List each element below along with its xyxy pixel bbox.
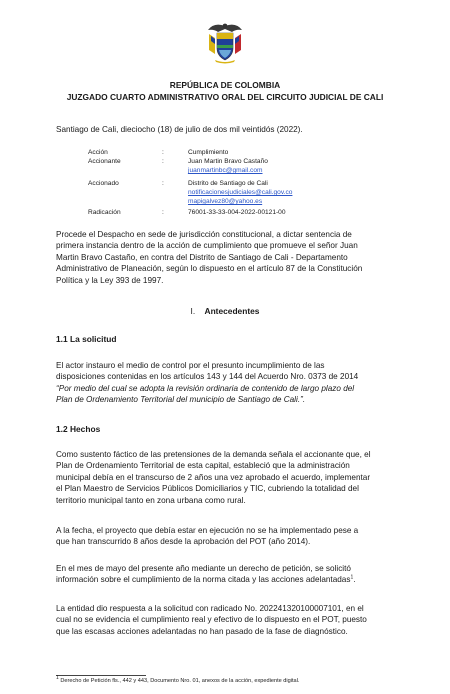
meta-value: Cumplimiento <box>188 149 229 156</box>
text-line: que las escasas acciones adelantadas no han pasado de la fase de diagnóstico. <box>56 626 348 636</box>
meta-label: Accionante <box>88 158 121 165</box>
accionante-email-link[interactable]: juanmartinbc@gmail.com <box>188 167 263 174</box>
meta-row-accionado-email2 <box>88 198 388 207</box>
text-line: El actor instauro el medio de control por el presunto incumplimiento de las <box>56 361 325 370</box>
footnote <box>56 675 396 685</box>
text-line: “Por medio del cual se adopta la revisión ordinaria de contenido de largo plazo del <box>56 383 355 393</box>
subsection-heading-hechos: 1.2 Hechos <box>56 424 101 434</box>
accionado-email-link-2[interactable]: mapigalvez80@yahoo.es <box>188 198 263 205</box>
meta-row-accionado <box>88 180 388 189</box>
hechos-paragraph-3 <box>56 563 396 586</box>
text-line: A la fecha, el proyecto que debía estar en ejecución no se ha implementado pese a <box>56 526 359 535</box>
meta-label: Acción <box>88 149 108 156</box>
intro-paragraph <box>56 229 396 286</box>
meta-value: Distrito de Santiago de Cali <box>188 180 268 187</box>
footnote-text: Derecho de Petición fls., 442 y 443, Documento Nro. 01, anexos de la acción, expediente digital. <box>58 678 300 684</box>
text-line: municipal debía en el transcurso de 2 años una vez aprobado el acuerdo, implementar <box>56 472 371 482</box>
accionado-email-link-1[interactable]: notificacionesjudiciales@cali.gov.co <box>188 189 293 196</box>
meta-row-accion <box>88 149 388 158</box>
meta-value: Juan Martin Bravo Castaño <box>188 158 268 165</box>
footnote-mark: 1 <box>56 675 59 682</box>
meta-value: 76001-33-33-004-2022-00121-00 <box>188 209 286 216</box>
court-heading: JUZGADO CUARTO ADMINISTRATIVO ORAL DEL CIRCUITO JUDICIAL DE CALI <box>66 92 384 102</box>
subsection-heading-solicitud: 1.1 La solicitud <box>56 334 117 344</box>
text-line: primera instancia dentro de la acción de cumplimiento que promueve el señor Juan <box>56 241 358 251</box>
meta-label: Accionado <box>88 180 119 187</box>
text-line: La entidad dio respuesta a la solicitud con radicado No. 202241320100007101, en el <box>56 604 364 613</box>
hechos-paragraph-1 <box>56 449 396 506</box>
meta-sep: : <box>162 149 164 156</box>
text-line: el Plan Maestro de Servicios Públicos Domiciliarios y TIC, cubriendo la totalidad del <box>56 484 359 494</box>
meta-sep: : <box>162 209 164 216</box>
section-number: I. <box>190 306 196 316</box>
text-span: . <box>353 575 356 585</box>
meta-row-accionado-email1 <box>88 189 388 198</box>
text-line: Política y la Ley 393 de 1997. <box>56 275 164 285</box>
text-span: información sobre el cumplimiento de la norma citada y las acciones adelantadas <box>56 575 351 585</box>
text-line <box>56 574 396 585</box>
text-line: Procede el Despacho en sede de jurisdicción constitucional, a dictar sentencia de <box>56 230 352 239</box>
footnote-ref[interactable]: 1 <box>350 574 354 581</box>
meta-sep: : <box>162 180 164 187</box>
text-line: Plan de Ordenamiento Territorial del municipio de Santiago de Cali.”. <box>56 395 306 405</box>
text-line: cual no se evidencia el cumplimiento real y efectivo de lo dispuesto en el POT, puesto <box>56 615 367 625</box>
text-line: disposiciones contenidas en los artículos 143 y 144 del Acuerdo Nro. 0373 de 2014 <box>56 372 359 382</box>
meta-label: Radicación <box>88 209 121 216</box>
hechos-paragraph-4 <box>56 603 396 637</box>
section-title: Antecedentes <box>204 306 260 316</box>
text-line: Como sustento fáctico de las pretensiones de la demanda señala el accionante que, el <box>56 450 371 459</box>
meta-row-accionante <box>88 158 388 167</box>
republic-heading: REPÚBLICA DE COLOMBIA <box>169 80 281 90</box>
section-heading <box>0 306 450 317</box>
hechos-paragraph-2 <box>56 525 396 548</box>
meta-row-radicacion <box>88 209 388 218</box>
colombia-coat-of-arms-icon <box>206 20 244 64</box>
text-line: territorio municipal tanto en zona urbana como rural. <box>56 495 246 505</box>
text-line: Administrativo de Planeación, según lo dispuesto en el artículo 87 de la Constitución <box>56 264 363 274</box>
text-line: que han transcurrido 8 años desde la aprobación del POT (año 2014). <box>56 537 311 547</box>
text-line: En el mes de mayo del presente año mediante un derecho de petición, se solicitó <box>56 564 351 573</box>
footnote-divider <box>56 675 146 676</box>
solicitud-paragraph <box>56 360 396 406</box>
date-line: Santiago de Cali, dieciocho (18) de julio de dos mil veintidós (2022). <box>56 125 303 134</box>
text-line: Martin Bravo Castaño, en contra del Distrito de Santiago de Cali - Departamento <box>56 252 348 262</box>
meta-sep: : <box>162 158 164 165</box>
meta-row-accionante-email <box>88 167 388 176</box>
text-line: Plan de Ordenamiento Territorial de esta capital, estableció que la administración <box>56 461 350 471</box>
